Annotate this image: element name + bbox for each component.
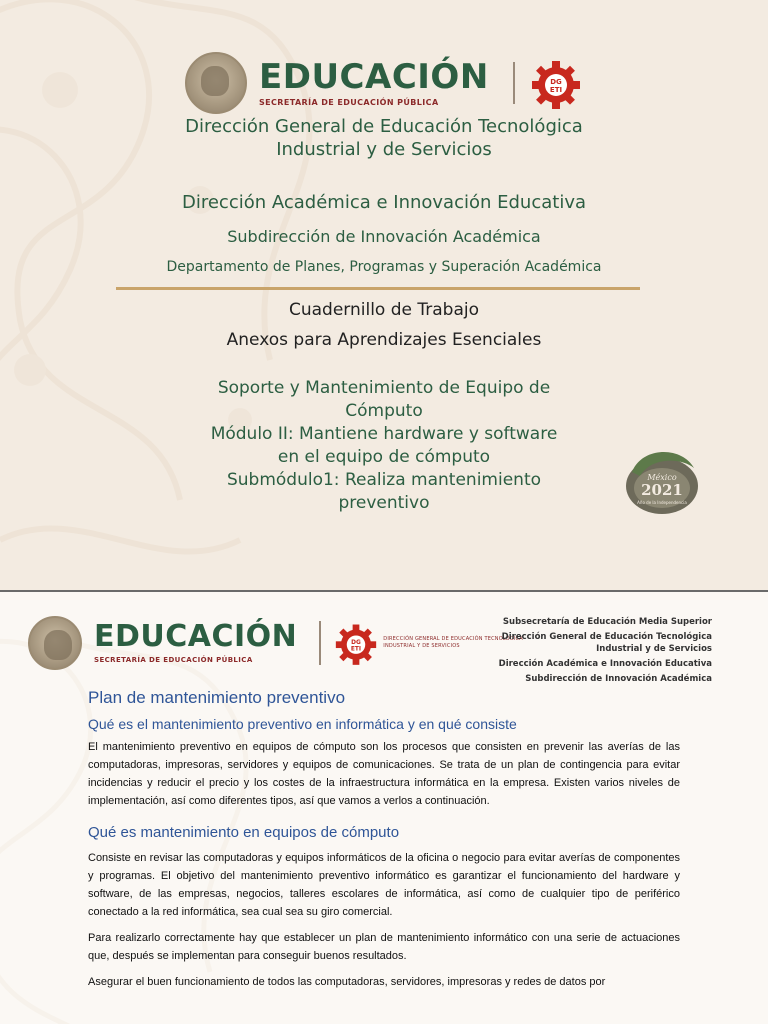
subheading-2: Qué es mantenimiento en equipos de cómputo bbox=[88, 824, 400, 841]
cover-header-logos bbox=[185, 52, 581, 114]
paragraph-3: Para realizarlo correctamente hay que establecer un plan de mantenimiento informático con una serie de actuaciones que, después se implementan para conseguir buenos resultados. bbox=[88, 932, 680, 962]
course-title-2: Cómputo bbox=[345, 401, 423, 421]
svg-text:DG: DG bbox=[550, 78, 562, 86]
page2-header-logos bbox=[28, 616, 523, 670]
course-title-1: Soporte y Mantenimiento de Equipo de bbox=[217, 378, 551, 398]
document-body bbox=[88, 688, 680, 999]
anniversary-country: México bbox=[647, 473, 677, 482]
course-title-4: en el equipo de cómputo bbox=[277, 447, 491, 467]
org-line-5: Departamento de Planes, Programas y Superación Académica bbox=[166, 259, 602, 275]
right-header-line: Dirección Académica e Innovación Educativa bbox=[498, 659, 712, 669]
course-title-6: preventivo bbox=[338, 493, 430, 513]
logo-word: EDUCACIÓN bbox=[259, 56, 489, 97]
right-header-line: Subsecretaría de Educación Media Superior bbox=[502, 617, 712, 627]
org-line-3: Dirección Académica e Innovación Educativa bbox=[181, 192, 586, 213]
page2-right-header bbox=[499, 616, 712, 688]
course-title-3: Módulo II: Mantiene hardware y software bbox=[210, 424, 558, 444]
anniversary-year: 2021 bbox=[641, 481, 683, 499]
dgeti-gear-icon bbox=[335, 619, 377, 667]
paragraph-4: Asegurar el buen funcionamiento de todos las computadoras, servidores, impresoras y redes de datos por bbox=[88, 976, 606, 988]
svg-text:DG: DG bbox=[351, 639, 362, 646]
section-heading: Plan de mantenimiento preventivo bbox=[88, 688, 346, 707]
org-line-2: Industrial y de Servicios bbox=[276, 139, 492, 160]
header-divider bbox=[319, 621, 321, 665]
anexos-title: Anexos para Aprendizajes Esenciales bbox=[226, 330, 542, 350]
seal-icon bbox=[28, 616, 82, 670]
paragraph-2: Consiste en revisar las computadoras y equipos informáticos de la oficina o negocio para evitar averías de componentes y programas. El objetivo del mantenimiento preventivo informático es garantizar el funcionamiento del hardware y software, de las empresas, negocios, talleres escolares de informática, así como de cualquier tipo de periférico conectado a la red informática, sea cual sea su giro comercial. bbox=[88, 852, 680, 918]
right-header-line: Industrial y de Servicios bbox=[596, 644, 712, 654]
sep-logo bbox=[259, 56, 489, 107]
seal-icon bbox=[185, 52, 247, 114]
logo-word: EDUCACIÓN bbox=[94, 619, 298, 654]
content-page bbox=[0, 592, 768, 1024]
anniversary-caption: Año de la Independencia bbox=[637, 500, 687, 505]
paragraph-1: El mantenimiento preventivo en equipos de cómputo son los procesos que consisten en prevenir las averías de las computadoras, impresoras, servidores y equipos de comunicaciones. Se trata de un plan de contingencia para evitar incidencias y reducir el precio y los costes de la infraestructura informática en la empresa. Existen varios niveles de implementación, así como diferentes tipos, así que vamos a verlos a continuación. bbox=[88, 741, 680, 807]
dgeti-name-text: DIRECCIÓN GENERAL DE EDUCACIÓN TECNOLÓGICA INDUSTRIAL Y DE SERVICIOS bbox=[383, 636, 523, 649]
gold-divider bbox=[116, 287, 640, 290]
org-line-4: Subdirección de Innovación Académica bbox=[227, 227, 541, 246]
cuadernillo-title: Cuadernillo de Trabajo bbox=[288, 300, 480, 320]
header-divider bbox=[513, 62, 515, 104]
right-header-line: Subdirección de Innovación Académica bbox=[525, 674, 712, 684]
svg-text:ETI: ETI bbox=[549, 86, 562, 94]
logo-subtitle: SECRETARÍA DE EDUCACIÓN PÚBLICA bbox=[259, 97, 439, 107]
sep-logo bbox=[94, 619, 298, 664]
right-header-line: Dirección General de Educación Tecnológica bbox=[501, 632, 712, 642]
course-title-5: Submódulo1: Realiza mantenimiento bbox=[226, 470, 542, 490]
dgeti-gear-icon bbox=[531, 55, 581, 111]
org-line-1: Dirección General de Educación Tecnológica bbox=[185, 116, 583, 137]
logo-subtitle: SECRETARÍA DE EDUCACIÓN PÚBLICA bbox=[94, 656, 253, 664]
svg-text:ETI: ETI bbox=[351, 646, 362, 653]
subheading-1: Qué es el mantenimiento preventivo en informática y en qué consiste bbox=[88, 716, 517, 732]
anniversary-emblem-icon bbox=[622, 442, 702, 516]
